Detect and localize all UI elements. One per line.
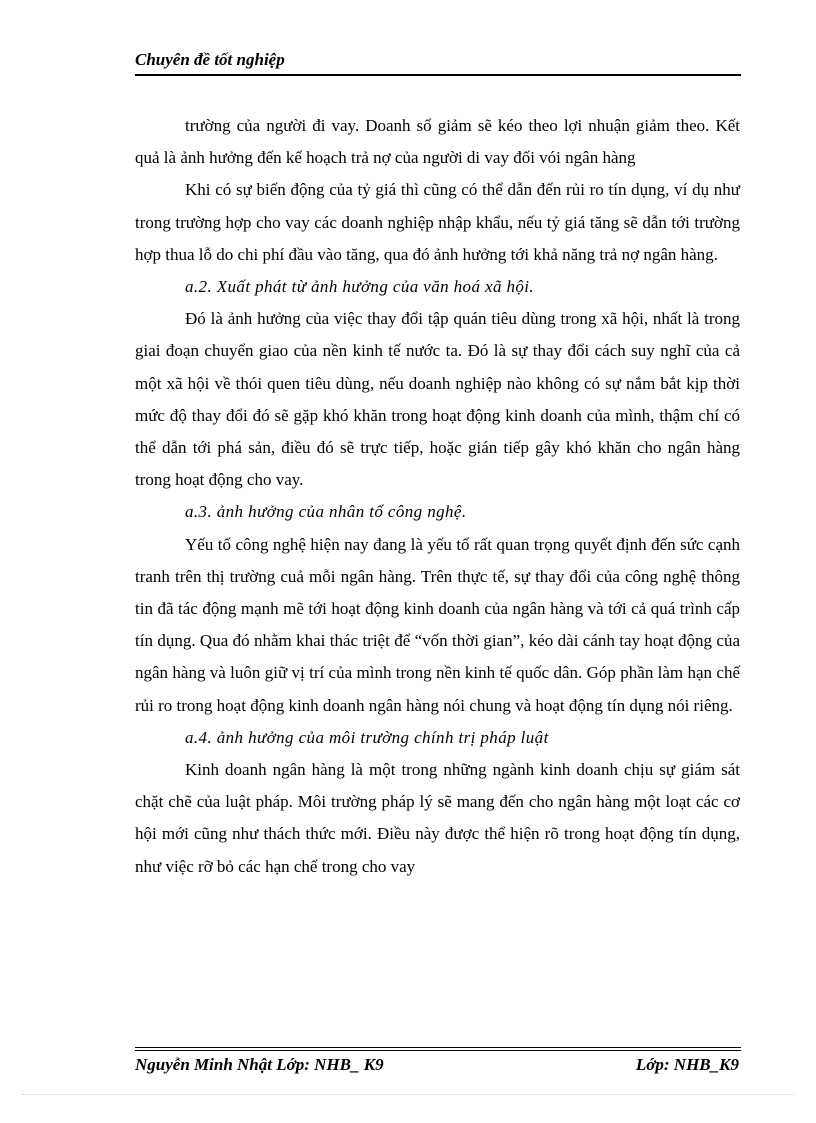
page-edge-divider (22, 1094, 794, 1095)
page-footer (135, 1047, 741, 1078)
page-header (135, 48, 741, 76)
paragraph-3: Đó là ảnh hưởng của việc thay đổi tập quán tiêu dùng trong xã hội, nhất là trong giai đoạn chuyển giao của nền kinh tế nước ta. Đó là sự thay đổi cách suy nghĩ của cả một xã hội về thói quen tiêu dùng, nếu doanh nghiệp nào không có sự nắm bắt kịp thời mức độ thay đổi đó sẽ gặp khó khăn trong hoạt động kinh doanh của mình, thậm chí có thể dẫn tới phá sản, điều đó sẽ trực tiếp, hoặc gián tiếp gây khó khăn cho ngân hàng trong hoạt động cho vay. (135, 309, 740, 490)
paragraph-5: Kinh doanh ngân hàng là một trong những ngành kinh doanh chịu sự giám sát chặt chẽ của luật pháp. Môi trường pháp lý sẽ mang đến cho ngân hàng một loạt các cơ hội mới cũng như thách thức mới. Điều này được thể hiện rõ trong hoạt động tín dụng, như việc rỡ bỏ các hạn chế trong cho vay (135, 760, 740, 876)
footer-class: Lớp: NHB_K9 (635, 1055, 739, 1074)
header-title: Chuyên đề tốt nghiệp (135, 50, 285, 69)
paragraph-1: trường của người đi vay. Doanh số giảm sẽ kéo theo lợi nhuận giảm theo. Kết quả là ảnh hưởng đến kế hoạch trả nợ của người di vay đối vói ngân hàng (135, 116, 740, 168)
section-heading-a4: a.4. ảnh hưởng của môi trường chính trị pháp luật (185, 727, 549, 747)
footer-author: Nguyễn Minh Nhật Lớp: NHB_ K9 (135, 1055, 384, 1074)
paragraph-2: Khi có sự biến động của tỷ giá thì cũng có thể dẫn đến rủi ro tín dụng, ví dụ như trong trường hợp cho vay các doanh nghiệp nhập khẩu, nếu tỷ giá tăng sẽ dẫn tới trường hợp thua lỗ do chi phí đầu vào tăng, qua đó ảnh hưởng tới khả năng trả nợ ngân hàng. (135, 180, 740, 264)
document-body (135, 110, 740, 883)
section-heading-a3: a.3. ảnh hưởng của nhân tố công nghệ. (185, 502, 467, 522)
section-heading-a2: a.2. Xuất phát từ ảnh hưởng của văn hoá xã hội. (185, 277, 535, 297)
paragraph-4: Yếu tố công nghệ hiện nay đang là yếu tố rất quan trọng quyết định đến sức cạnh tranh trên thị trường cuả mỗi ngân hàng. Trên thực tế, sự thay đổi của công nghệ thông tin đã tác động mạnh mẽ tới hoạt động kinh doanh của ngân hàng và tới cả quá trình cấp tín dụng. Qua đó nhằm khai thác triệt để “vốn thời gian”, kéo dài cánh tay hoạt động của ngân hàng và luôn giữ vị trí của mình trong nền kinh tế quốc dân. Góp phần làm hạn chế rủi ro trong hoạt động kinh doanh ngân hàng nói chung và hoạt động tín dụng nói riêng. (135, 534, 740, 715)
